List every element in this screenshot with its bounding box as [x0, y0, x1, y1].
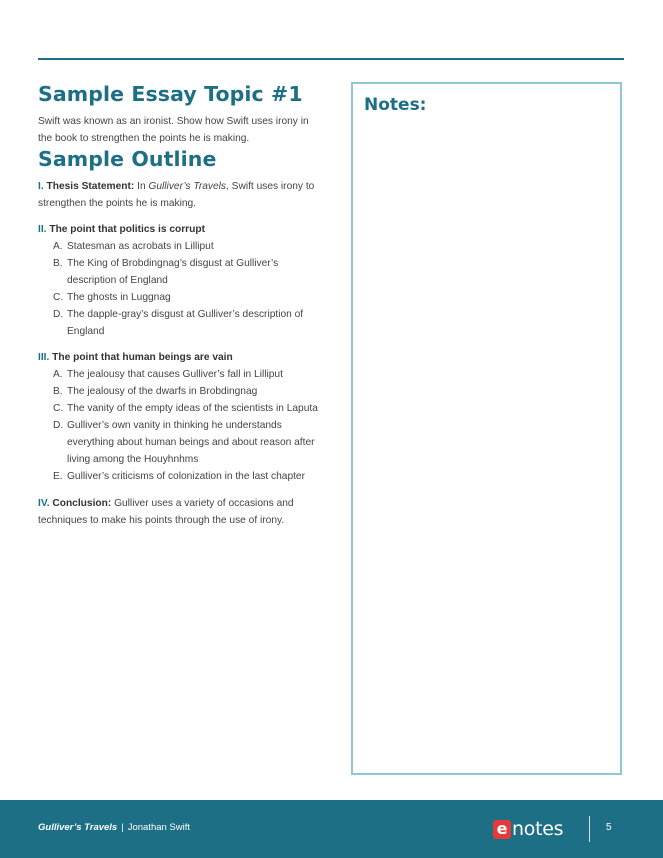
list-item: [38, 366, 323, 383]
footer-divider: [589, 816, 590, 842]
list-item: [38, 255, 323, 289]
point-title-text: The point that human beings are vain: [52, 352, 233, 363]
list-text: The dapple-gray’s disgust at Gulliver’s description of England: [67, 309, 304, 337]
outline-point-vanity: [38, 349, 323, 485]
conclusion-label: Conclusion:: [52, 498, 112, 509]
list-letter: A.: [53, 241, 63, 252]
list-letter: D.: [53, 309, 64, 320]
logo-wordmark: notes: [512, 818, 564, 840]
enotes-logo: [493, 817, 563, 841]
essay-topic-text: Swift was known as an ironist. Show how Swift uses irony in the book to strengthen the points he is making.: [38, 116, 309, 144]
list-letter: D.: [53, 420, 64, 431]
conclusion: [38, 495, 323, 529]
list-item: [38, 383, 323, 400]
footer: [0, 800, 663, 858]
list-text: Statesman as acrobats in Lilliput: [67, 241, 214, 252]
list-item: [38, 468, 323, 485]
list-item: [38, 289, 323, 306]
sub-point-list: [38, 366, 323, 485]
top-rule: [38, 58, 624, 60]
thesis-book-title: Gulliver’s Travels: [148, 181, 226, 192]
point-title: [38, 221, 323, 238]
list-letter: B.: [53, 258, 63, 269]
list-text: The vanity of the empty ideas of the scientists in Laputa: [67, 403, 318, 414]
notes-box[interactable]: [351, 82, 622, 775]
notes-title: Notes:: [364, 95, 427, 115]
conclusion-roman: IV.: [38, 498, 50, 509]
thesis-roman: I.: [38, 181, 44, 192]
footer-book-info: [38, 822, 190, 833]
list-text: Gulliver’s own vanity in thinking he understands everything about human beings and about reason after living among the Houyhnhms: [67, 420, 315, 465]
page-number: 5: [606, 822, 612, 833]
list-item: [38, 238, 323, 255]
list-text: Gulliver’s criticisms of colonization in the last chapter: [67, 471, 305, 482]
outline-point-politics: [38, 221, 323, 340]
list-text: The jealousy that causes Gulliver’s fall in Lilliput: [67, 369, 283, 380]
list-item: [38, 306, 323, 340]
footer-author: Jonathan Swift: [127, 822, 191, 833]
thesis-post: , Swift uses irony to strengthen the points he is making.: [38, 181, 315, 209]
list-text: The jealousy of the dwarfs in Brobdingnag: [67, 386, 258, 397]
point-title: [38, 349, 323, 366]
outline-heading: Sample Outline: [38, 147, 217, 171]
left-column: [38, 82, 323, 529]
thesis-label: Thesis Statement:: [46, 181, 135, 192]
conclusion-text: Gulliver uses a variety of occasions and techniques to make his points through the use of irony.: [38, 498, 294, 526]
list-letter: A.: [53, 369, 63, 380]
list-letter: C.: [53, 403, 64, 414]
logo-e-icon: e: [493, 820, 511, 839]
point-title-text: The point that politics is corrupt: [49, 224, 205, 235]
list-item: [38, 400, 323, 417]
list-letter: B.: [53, 386, 63, 397]
list-text: The ghosts in Luggnag: [67, 292, 171, 303]
list-text: The King of Brobdingnag’s disgust at Gulliver’s description of England: [67, 258, 279, 286]
list-letter: E.: [53, 471, 63, 482]
point-roman: III.: [38, 352, 50, 363]
sub-point-list: [38, 238, 323, 340]
thesis-pre: In: [137, 181, 149, 192]
list-item: [38, 417, 323, 468]
thesis-statement: [38, 178, 323, 212]
footer-separator: |: [121, 822, 124, 833]
footer-book-title: Gulliver’s Travels: [38, 822, 118, 833]
point-roman: II.: [38, 224, 47, 235]
list-letter: C.: [53, 292, 64, 303]
essay-topic-heading: Sample Essay Topic #1: [38, 82, 303, 106]
